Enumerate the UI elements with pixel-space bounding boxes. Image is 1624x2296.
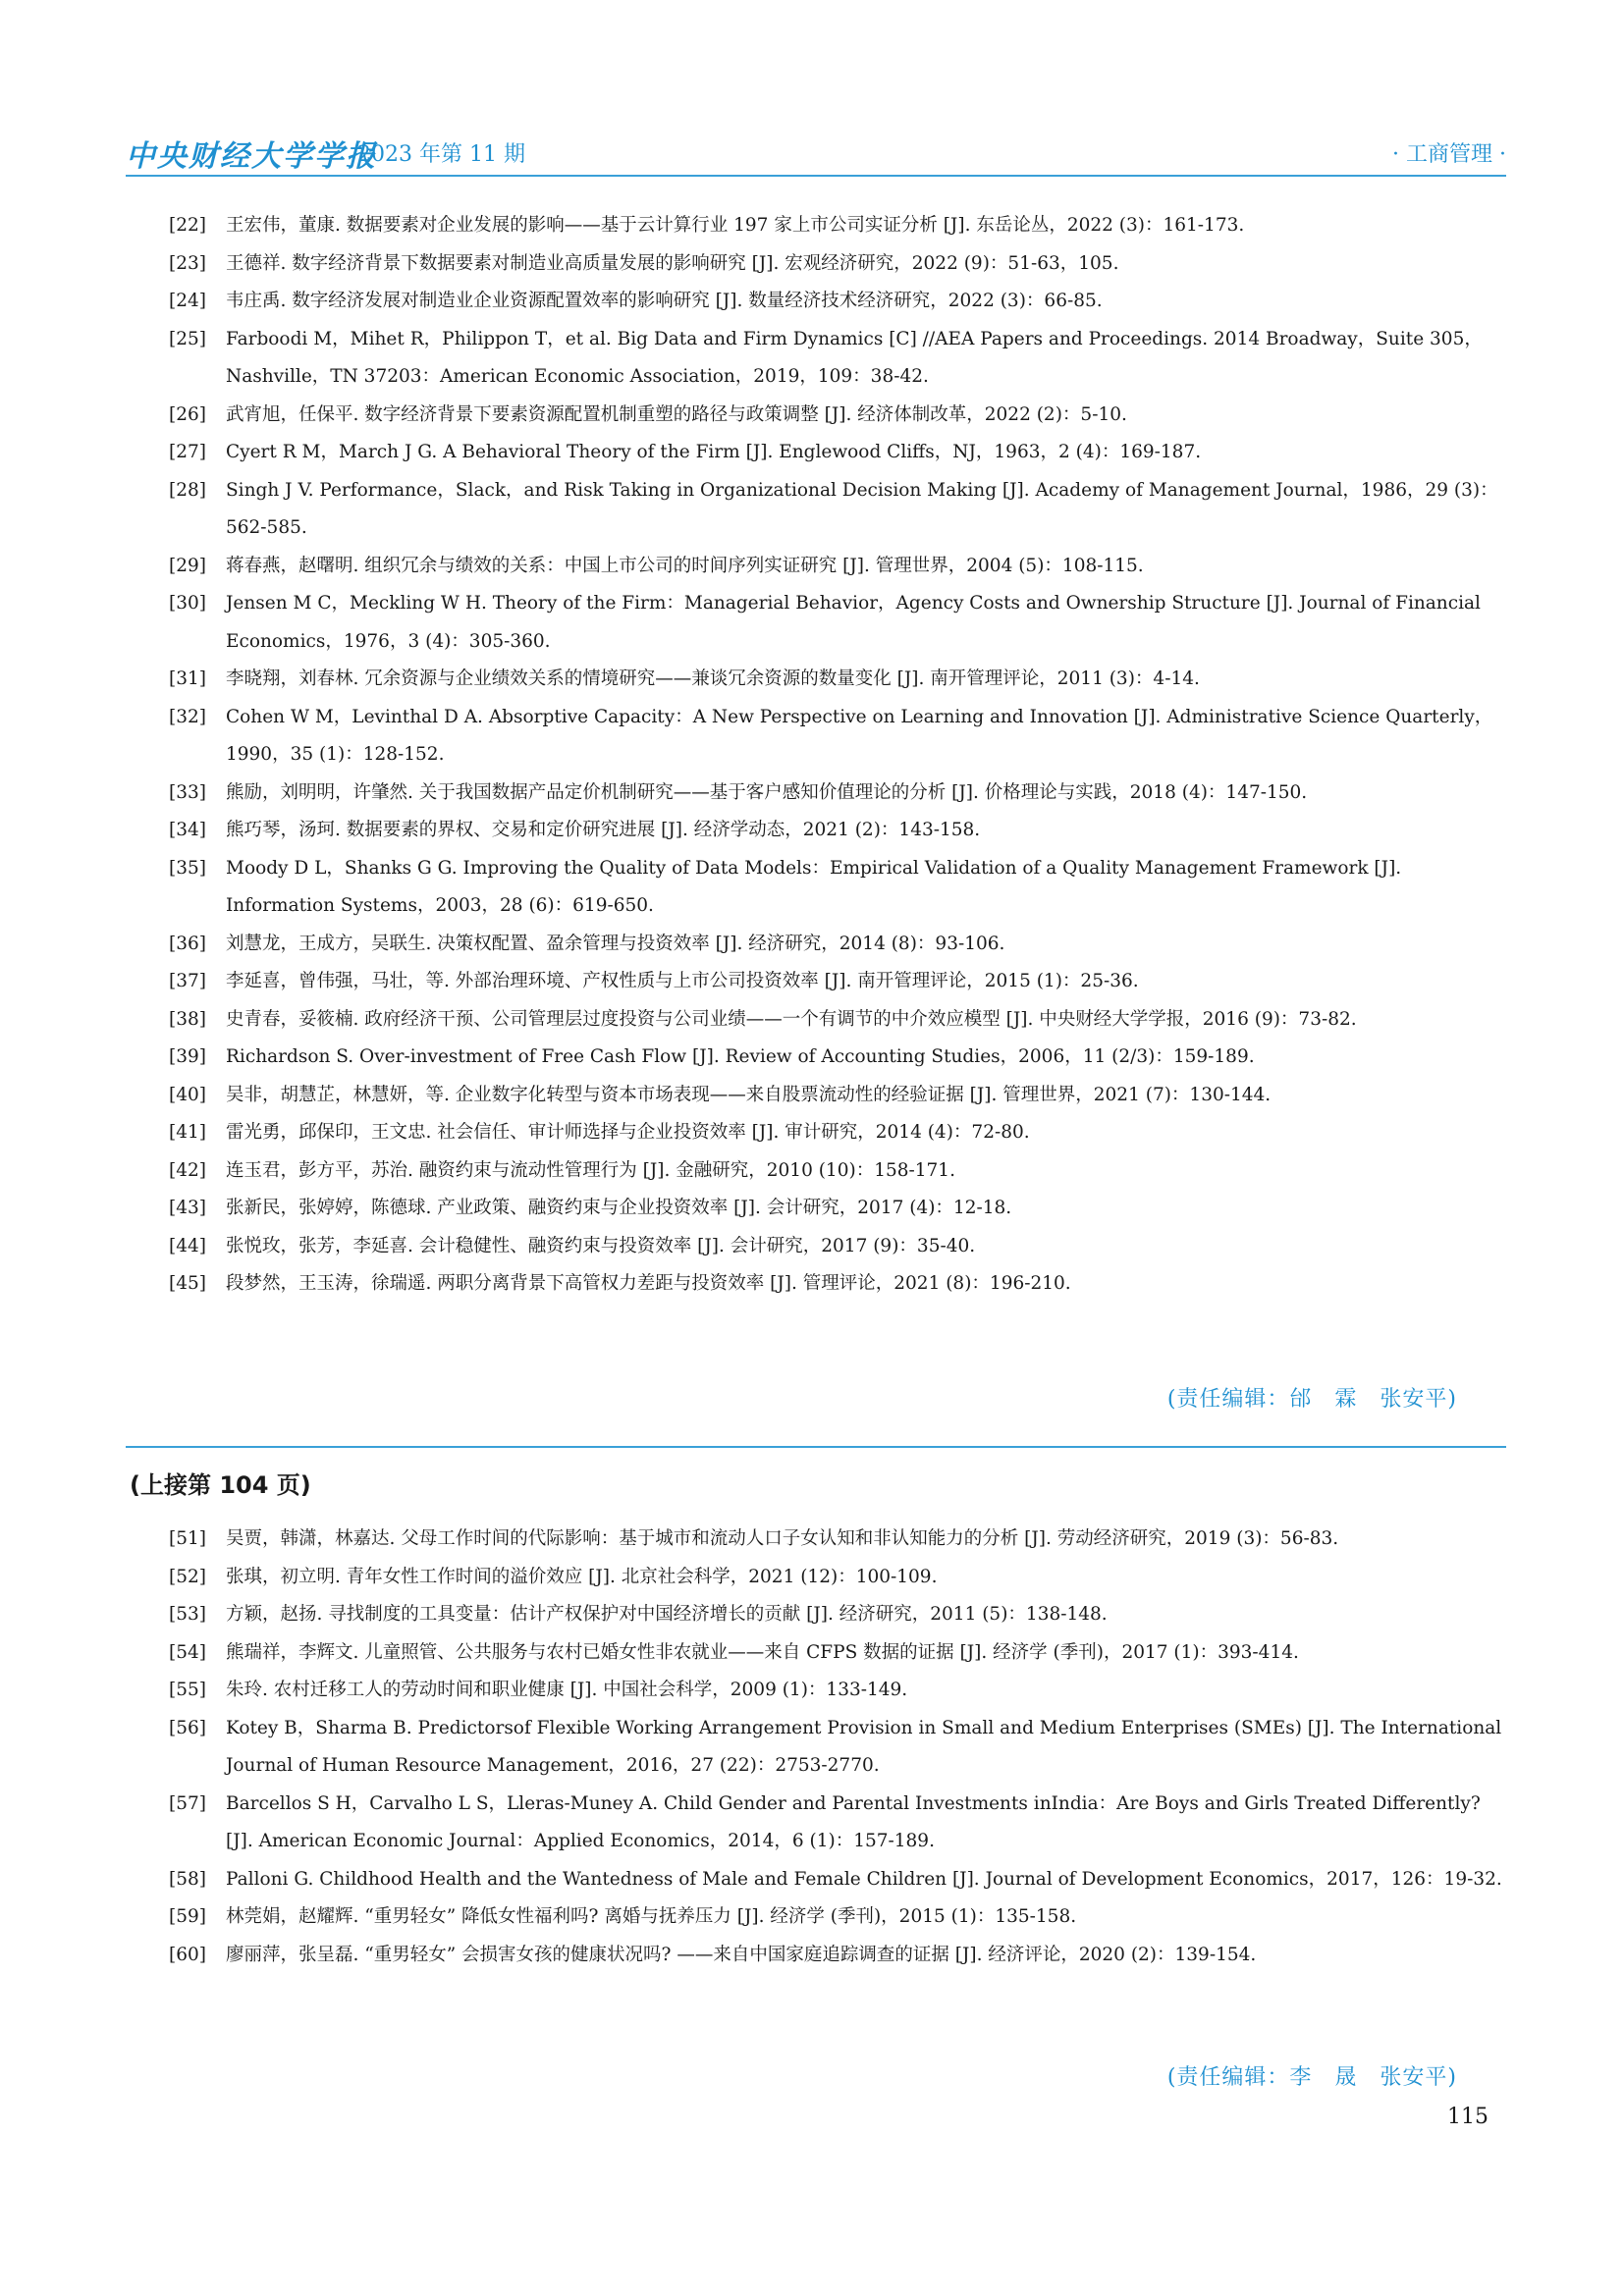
reference-text: Barcellos S H，Carvalho L S，Lleras-Muney A. Child Gender and Parental Investments inIndia：Are Boys and Girls Treated Differently? [J]. American Economic Journal：Applied Economics，2014，6 (1)：157-189.: [226, 1792, 1481, 1851]
reference-item: [169, 1001, 1506, 1040]
reference-item: [169, 661, 1506, 699]
reference-number: [59]: [169, 1906, 206, 1927]
reference-number: [40]: [169, 1084, 206, 1105]
reference-number: [38]: [169, 1008, 206, 1030]
reference-text: Moody D L，Shanks G G. Improving the Quality of Data Models：Empirical Validation of a Quality Management Framework [J]. Information Systems，2003，28 (6)：619-650.: [226, 857, 1402, 916]
reference-number: [33]: [169, 781, 206, 803]
reference-number: [44]: [169, 1235, 206, 1256]
reference-number: [29]: [169, 555, 206, 576]
reference-number: [26]: [169, 403, 206, 425]
reference-list-continued: [169, 1521, 1506, 1974]
reference-text: 段梦然，王玉涛，徐瑞遥. 两职分离背景下高管权力差距与投资效率 [J]. 管理评论，2021 (8)：196-210.: [226, 1273, 1071, 1294]
reference-number: [57]: [169, 1792, 206, 1814]
reference-text: 王德祥. 数字经济背景下数据要素对制造业高质量发展的影响研究 [J]. 宏观经济研究，2022 (9)：51-63，105.: [226, 252, 1119, 274]
reference-text: Richardson S. Over-investment of Free Cash Flow [J]. Review of Accounting Studies，2006，11 (2/3)：159-189.: [226, 1046, 1255, 1067]
reference-number: [43]: [169, 1198, 206, 1218]
reference-number: [24]: [169, 291, 206, 311]
reference-item: [169, 1710, 1506, 1786]
reference-text: 李延喜，曾伟强，马壮，等. 外部治理环境、产权性质与上市公司投资效率 [J]. 南开管理评论，2015 (1)：25-36.: [226, 971, 1139, 991]
reference-number: [45]: [169, 1273, 206, 1294]
reference-number: [28]: [169, 479, 206, 501]
page-number: 115: [1447, 2105, 1489, 2129]
reference-item: [169, 1114, 1506, 1152]
reference-text: 韦庄禹. 数字经济发展对制造业企业资源配置效率的影响研究 [J]. 数量经济技术经济研究，2022 (3)：66-85.: [226, 291, 1103, 311]
reference-number: [39]: [169, 1046, 206, 1067]
reference-item: [169, 1077, 1506, 1115]
reference-text: Singh J V. Performance，Slack，and Risk Taking in Organizational Decision Making [J]. Academy of Management Journal，1986，29 (3)：562-585.: [226, 479, 1498, 538]
reference-text: 朱玲. 农村迁移工人的劳动时间和职业健康 [J]. 中国社会科学，2009 (1)：133-149.: [226, 1680, 908, 1700]
reference-text: Jensen M C，Meckling W H. Theory of the Firm：Managerial Behavior，Agency Costs and Ownership Structure [J]. Journal of Financial Economics，1976，3 (4)：305-360.: [226, 593, 1481, 652]
reference-item: [169, 850, 1506, 926]
reference-item: [169, 926, 1506, 964]
reference-text: Farboodi M，Mihet R，Philippon T，et al. Big Data and Firm Dynamics [C] //AEA Papers and Proceedings. 2014 Broadway，Suite 305，Nashville，TN 37203：American Economic Association，2019，109：38-42.: [226, 328, 1483, 387]
reference-text: 熊巧琴，汤珂. 数据要素的界权、交易和定价研究进展 [J]. 经济学动态，2021 (2)：143-158.: [226, 820, 981, 840]
reference-item: [169, 1265, 1506, 1304]
reference-number: [32]: [169, 706, 206, 727]
reference-text: 史青春，妥筱楠. 政府经济干预、公司管理层过度投资与公司业绩——一个有调节的中介效应模型 [J]. 中央财经大学学报，2016 (9)：73-82.: [226, 1008, 1357, 1030]
reference-text: 熊瑞祥，李辉文. 儿童照管、公共服务与农村已婚女性非农就业——来自 CFPS 数据的证据 [J]. 经济学 (季刊)，2017 (1)：393-414.: [226, 1641, 1299, 1663]
reference-item: [169, 1152, 1506, 1191]
section-label: · 工商管理 ·: [1392, 142, 1506, 167]
reference-number: [23]: [169, 252, 206, 274]
reference-text: Kotey B，Sharma B. Predictorsof Flexible Working Arrangement Provision in Small and Medium Enterprises (SMEs) [J]. The International Journal of Human Resource Management，2016，27 (22)：2753-2770.: [226, 1717, 1502, 1776]
reference-text: Cyert R M，March J G. A Behavioral Theory of the Firm [J]. Englewood Cliffs，NJ，1963，2 (4)：169-187.: [226, 442, 1202, 462]
page-header: [126, 132, 1506, 174]
reference-item: [169, 548, 1506, 586]
reference-number: [31]: [169, 668, 206, 689]
journal-title: 中央财经大学学报: [126, 139, 377, 174]
reference-item: [169, 1521, 1506, 1559]
section-divider: [126, 1446, 1506, 1448]
editor-note-continued: (责任编辑：李 晟 张安平): [1166, 2065, 1457, 2090]
reference-number: [42]: [169, 1159, 206, 1181]
reference-text: 林莞娟，赵耀辉. “重男轻女” 降低女性福利吗? 离婚与抚养压力 [J]. 经济学 (季刊)，2015 (1)：135-158.: [226, 1906, 1077, 1927]
editor-note-main: (责任编辑：邰 霖 张安平): [1166, 1387, 1457, 1412]
reference-number: [56]: [169, 1717, 206, 1738]
reference-item: [169, 245, 1506, 284]
reference-item: [169, 283, 1506, 321]
reference-item: [169, 1937, 1506, 1975]
reference-item: [169, 963, 1506, 1001]
reference-text: 刘慧龙，王成方，吴联生. 决策权配置、盈余管理与投资效率 [J]. 经济研究，2014 (8)：93-106.: [226, 933, 1005, 954]
reference-number: [41]: [169, 1122, 206, 1143]
reference-number: [55]: [169, 1680, 206, 1700]
reference-text: 熊励，刘明明，许肇然. 关于我国数据产品定价机制研究——基于客户感知价值理论的分析 [J]. 价格理论与实践，2018 (4)：147-150.: [226, 781, 1308, 803]
reference-text: 张悦玫，张芳，李延喜. 会计稳健性、融资约束与投资效率 [J]. 会计研究，2017 (9)：35-40.: [226, 1235, 976, 1256]
reference-number: [27]: [169, 442, 206, 462]
reference-item: [169, 1786, 1506, 1861]
reference-item: [169, 1672, 1506, 1710]
reference-item: [169, 472, 1506, 548]
reference-text: 廖丽萍，张呈磊. “重男轻女” 会损害女孩的健康状况吗? ——来自中国家庭追踪调查的证据 [J]. 经济评论，2020 (2)：139-154.: [226, 1944, 1257, 1965]
issue-label: 2023 年第 11 期: [357, 142, 525, 167]
reference-text: 张琪，初立明. 青年女性工作时间的溢价效应 [J]. 北京社会科学，2021 (12)：100-109.: [226, 1566, 938, 1587]
reference-number: [53]: [169, 1604, 206, 1625]
reference-item: [169, 1898, 1506, 1937]
reference-text: 连玉君，彭方平，苏治. 融资约束与流动性管理行为 [J]. 金融研究，2010 (10)：158-171.: [226, 1159, 955, 1181]
reference-list-main: [169, 207, 1506, 1304]
reference-item: [169, 397, 1506, 435]
reference-text: 李晓翔，刘春林. 冗余资源与企业绩效关系的情境研究——兼谈冗余资源的数量变化 [J]. 南开管理评论，2011 (3)：4-14.: [226, 668, 1200, 689]
reference-text: 吴非，胡慧芷，林慧妍，等. 企业数字化转型与资本市场表现——来自股票流动性的经验证据 [J]. 管理世界，2021 (7)：130-144.: [226, 1084, 1272, 1105]
reference-text: 蒋春燕，赵曙明. 组织冗余与绩效的关系：中国上市公司的时间序列实证研究 [J]. 管理世界，2004 (5)：108-115.: [226, 555, 1144, 576]
reference-text: 张新民，张婷婷，陈德球. 产业政策、融资约束与企业投资效率 [J]. 会计研究，2017 (4)：12-18.: [226, 1198, 1012, 1218]
header-rule: [126, 175, 1506, 177]
reference-item: [169, 1634, 1506, 1673]
reference-number: [51]: [169, 1528, 206, 1549]
reference-text: Cohen W M，Levinthal D A. Absorptive Capacity：A New Perspective on Learning and Innovation [J]. Administrative Science Quarterly，1990，35 (1)：128-152.: [226, 706, 1493, 765]
reference-text: 武宵旭，任保平. 数字经济背景下要素资源配置机制重塑的路径与政策调整 [J]. 经济体制改革，2022 (2)：5-10.: [226, 403, 1127, 425]
reference-number: [54]: [169, 1641, 206, 1663]
reference-text: 吴贾，韩潇，林嘉达. 父母工作时间的代际影响：基于城市和流动人口子女认知和非认知能力的分析 [J]. 劳动经济研究，2019 (3)：56-83.: [226, 1528, 1339, 1549]
reference-item: [169, 1190, 1506, 1228]
reference-item: [169, 1559, 1506, 1597]
reference-text: 雷光勇，邱保印，王文忠. 社会信任、审计师选择与企业投资效率 [J]. 审计研究，2014 (4)：72-80.: [226, 1122, 1030, 1143]
reference-text: 王宏伟，董康. 数据要素对企业发展的影响——基于云计算行业 197 家上市公司实证分析 [J]. 东岳论丛，2022 (3)：161-173.: [226, 215, 1245, 236]
reference-number: [25]: [169, 328, 206, 349]
reference-item: [169, 1039, 1506, 1077]
reference-number: [52]: [169, 1566, 206, 1587]
reference-text: 方颖，赵扬. 寻找制度的工具变量：估计产权保护对中国经济增长的贡献 [J]. 经济研究，2011 (5)：138-148.: [226, 1604, 1108, 1625]
reference-item: [169, 1596, 1506, 1634]
reference-number: [60]: [169, 1944, 206, 1965]
reference-item: [169, 321, 1506, 397]
reference-item: [169, 1228, 1506, 1266]
reference-number: [30]: [169, 593, 206, 614]
reference-item: [169, 774, 1506, 813]
reference-item: [169, 585, 1506, 661]
reference-item: [169, 207, 1506, 245]
reference-item: [169, 699, 1506, 774]
reference-item: [169, 1861, 1506, 1899]
reference-number: [34]: [169, 820, 206, 840]
reference-number: [36]: [169, 933, 206, 954]
reference-item: [169, 434, 1506, 472]
reference-number: [37]: [169, 971, 206, 991]
reference-number: [35]: [169, 857, 206, 879]
reference-number: [58]: [169, 1868, 206, 1890]
reference-text: Palloni G. Childhood Health and the Wantedness of Male and Female Children [J]. Journal of Development Economics，2017，126：19-32.: [226, 1868, 1502, 1890]
reference-number: [22]: [169, 215, 206, 236]
reference-item: [169, 812, 1506, 850]
continued-from-label: (上接第 104 页): [130, 1471, 311, 1499]
